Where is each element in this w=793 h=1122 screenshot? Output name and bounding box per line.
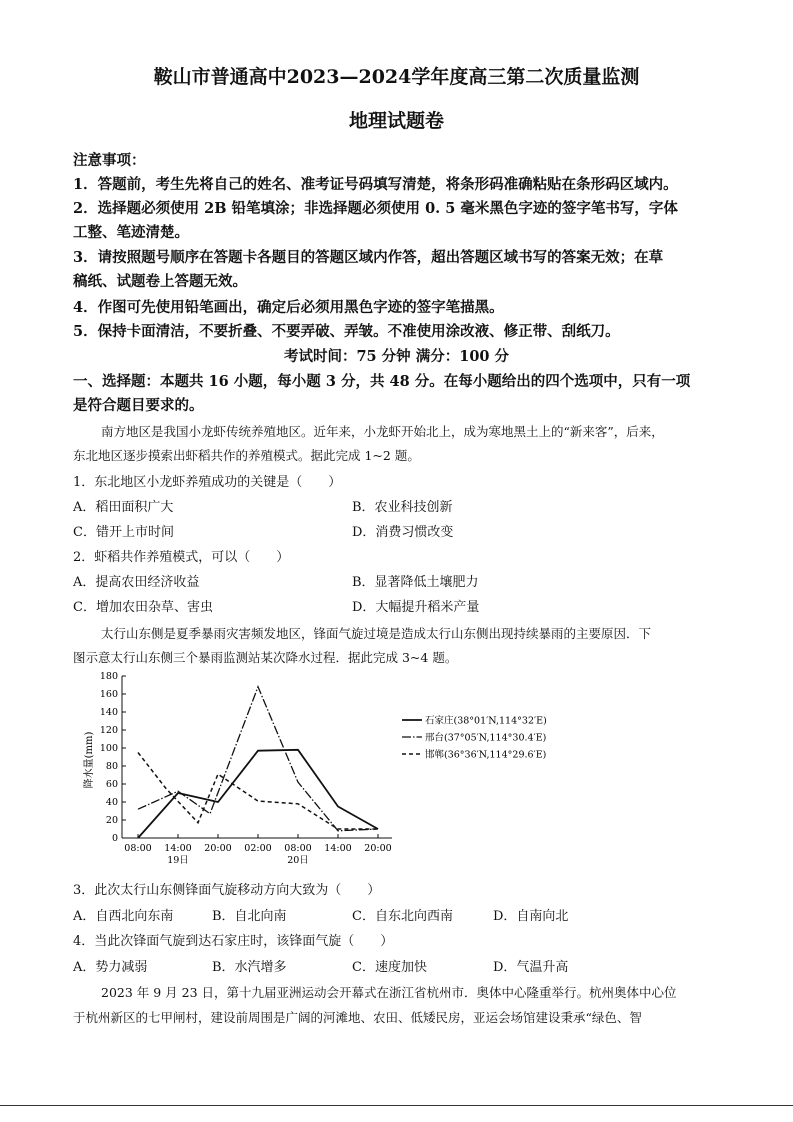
notice-item: 5．保持卡面清洁，不要折叠、不要弄破、弄皱。不准使用涂改液、修正带、刮纸刀。 xyxy=(73,323,620,340)
option-d: D．消费习惯改变 xyxy=(352,525,454,540)
question-stem: 4．当此次锋面气旋到达石家庄时，该锋面气旋（ ） xyxy=(73,934,394,949)
page-title: 鞍山市普通高中2023—2024学年度高三第二次质量监测 xyxy=(153,66,640,88)
series-line-0 xyxy=(138,750,378,838)
passage-text: 东北地区逐步摸索出虾稻共作的养殖模式。据此完成 1~2 题。 xyxy=(73,448,420,463)
notice-item: 2．选择题必须使用 2B 铅笔填涂；非选择题必须使用 0. 5 毫米黑色字迹的签字笔书写，字体 xyxy=(73,200,678,217)
option-c: C．速度加快 xyxy=(352,960,427,975)
option-a: A．稻田面积广大 xyxy=(73,500,174,515)
precipitation-chart xyxy=(70,668,570,868)
x-tick-label: 14:00 xyxy=(164,843,192,854)
notice-item: 1．答题前，考生先将自己的姓名、准考证号码填写清楚，将条形码准确粘贴在条形码区域内。 xyxy=(73,176,678,193)
option-c: C．错开上市时间 xyxy=(73,525,174,540)
passage-text: 2023 年 9 月 23 日，第十九届亚洲运动会开幕式在浙江省杭州市．奥体中心隆重举行。杭州奥体中心位 xyxy=(101,985,677,1000)
legend-entry: 邯郸(36°36′N,114°29.6′E) xyxy=(425,749,547,761)
x-tick-label: 20:00 xyxy=(364,843,392,854)
exam-info: 考试时间：75 分钟 满分：100 分 xyxy=(283,348,510,365)
y-tick-label: 100 xyxy=(99,743,118,754)
series-line-2 xyxy=(138,753,378,830)
option-d: D．自南向北 xyxy=(493,909,569,924)
option-d: D．气温升高 xyxy=(493,960,569,975)
option-a: A．提高农田经济收益 xyxy=(73,575,200,590)
y-tick-label: 20 xyxy=(105,815,118,826)
passage-text: 太行山东侧是夏季暴雨灾害频发地区，锋面气旋过境是造成太行山东侧出现持续暴雨的主要原因．下 xyxy=(101,626,652,641)
section-heading: 是符合题目要求的。 xyxy=(73,397,204,414)
passage-text: 南方地区是我国小龙虾传统养殖地区。近年来，小龙虾开始北上，成为寒地黑土上的“新来客”，后来， xyxy=(101,424,664,439)
notice-item: 稿纸、试题卷上答题无效。 xyxy=(73,273,247,290)
passage-text: 于杭州新区的七甲闸村，建设前周围是广阔的河滩地、农田、低矮民房，亚运会场馆建设秉承“绿色、智 xyxy=(73,1010,642,1025)
notice-item: 工整、笔迹清楚。 xyxy=(73,224,189,241)
option-a: A．势力减弱 xyxy=(73,960,148,975)
option-b: B．显著降低土壤肥力 xyxy=(352,575,479,590)
option-c: C．自东北向西南 xyxy=(352,909,453,924)
x-tick-label: 08:00 xyxy=(124,843,152,854)
question-stem: 1．东北地区小龙虾养殖成功的关键是（ ） xyxy=(73,475,342,490)
y-tick-label: 80 xyxy=(105,761,118,772)
y-tick-label: 180 xyxy=(99,671,118,682)
x-tick-label: 08:00 xyxy=(284,843,312,854)
y-tick-label: 140 xyxy=(99,707,118,718)
option-c: C．增加农田杂草、害虫 xyxy=(73,600,213,615)
y-axis-label: 降水量(mm) xyxy=(84,731,95,789)
y-tick-label: 0 xyxy=(111,833,118,844)
option-d: D．大幅提升稻米产量 xyxy=(352,600,480,615)
y-tick-label: 60 xyxy=(105,779,118,790)
notice-item: 4．作图可先使用铅笔画出，确定后必须用黑色字迹的签字笔描黑。 xyxy=(73,299,504,316)
legend-entry: 邢台(37°05′N,114°30.4′E) xyxy=(425,732,547,744)
question-stem: 3．此次太行山东侧锋面气旋移动方向大致为（ ） xyxy=(73,883,381,898)
page-subtitle: 地理试题卷 xyxy=(348,110,444,132)
x-tick-label: 02:00 xyxy=(244,843,272,854)
option-b: B．自北向南 xyxy=(212,909,287,924)
page-bottom-rule xyxy=(0,1105,793,1106)
notice-heading: 注意事项： xyxy=(73,152,146,169)
day-label: 19日 xyxy=(167,855,189,866)
day-label: 20日 xyxy=(287,855,309,866)
option-b: B．农业科技创新 xyxy=(352,500,453,515)
legend-entry: 石家庄(38°01′N,114°32′E) xyxy=(425,715,547,727)
x-tick-label: 20:00 xyxy=(204,843,232,854)
passage-text: 图示意太行山东侧三个暴雨监测站某次降水过程．据此完成 3~4 题。 xyxy=(73,650,458,665)
y-tick-label: 120 xyxy=(99,725,118,736)
question-stem: 2．虾稻共作养殖模式，可以（ ） xyxy=(73,550,290,565)
y-tick-label: 40 xyxy=(105,797,118,808)
notice-item: 3．请按照题号顺序在答题卡各题目的答题区域内作答，超出答题区域书写的答案无效；在草 xyxy=(73,249,664,266)
option-b: B．水汽增多 xyxy=(212,960,287,975)
option-a: A．自西北向东南 xyxy=(73,909,174,924)
x-tick-label: 14:00 xyxy=(324,843,352,854)
y-tick-label: 160 xyxy=(99,689,118,700)
section-heading: 一、选择题：本题共 16 小题，每小题 3 分，共 48 分。在每小题给出的四个选项中，只有一项 xyxy=(73,373,691,390)
